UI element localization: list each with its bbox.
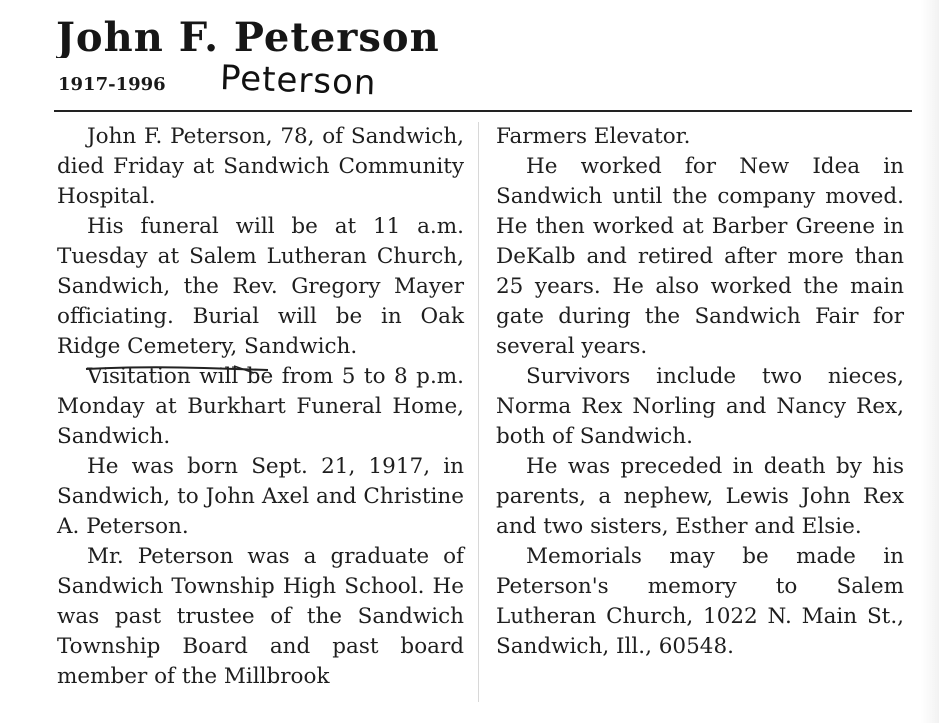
paragraph-funeral: His funeral will be at 11 a.m. Tuesday at Salem Lutheran Church, Sandwich, the Rev. Gregory Mayer officiating. Burial will be in Oak Ridge Cemetery, Sandwich.	[57, 214, 464, 359]
life-dates: 1917-1996	[58, 74, 166, 95]
left-column	[57, 122, 464, 692]
paragraph-birth: He was born Sept. 21, 1917, in Sandwich, to John Axel and Christine A. Peterson.	[57, 454, 464, 539]
right-column	[496, 122, 904, 662]
paragraph-survivors: Survivors include two nieces, Norma Rex Norling and Nancy Rex, both of Sandwich.	[496, 364, 904, 449]
handwritten-underline-mark	[84, 364, 270, 374]
scan-edge	[921, 0, 939, 723]
headline-wrap	[56, 0, 476, 58]
paragraph-continuation: Farmers Elevator.	[496, 124, 691, 149]
headline: John F. Peterson	[56, 14, 440, 58]
paragraph-education: Mr. Peterson was a graduate of Sandwich Township High School. He was past trustee of the Sandwich Township Board and past board member of the Millbrook	[57, 544, 464, 689]
paragraph-death-notice: John F. Peterson, 78, of Sandwich, died Friday at Sandwich Community Hospital.	[57, 124, 464, 209]
paragraph-career: He worked for New Idea in Sandwich until the company moved. He then worked at Barber Greene in DeKalb and retired after more than 25 years. He also worked the main gate during the Sandwich Fair for several years.	[496, 154, 904, 359]
paragraph-visitation: Visitation will be from 5 to 8 p.m. Monday at Burkhart Funeral Home, Sandwich.	[57, 364, 464, 449]
handwritten-surname: Peterson	[219, 58, 378, 104]
column-divider	[478, 122, 479, 702]
paragraph-memorials: Memorials may be made in Peterson's memory to Salem Lutheran Church, 1022 N. Main St., Sandwich, Ill., 60548.	[496, 544, 904, 659]
paragraph-preceded: He was preceded in death by his parents, a nephew, Lewis John Rex and two sisters, Esther and Elsie.	[496, 454, 904, 539]
header-rule	[54, 110, 912, 112]
